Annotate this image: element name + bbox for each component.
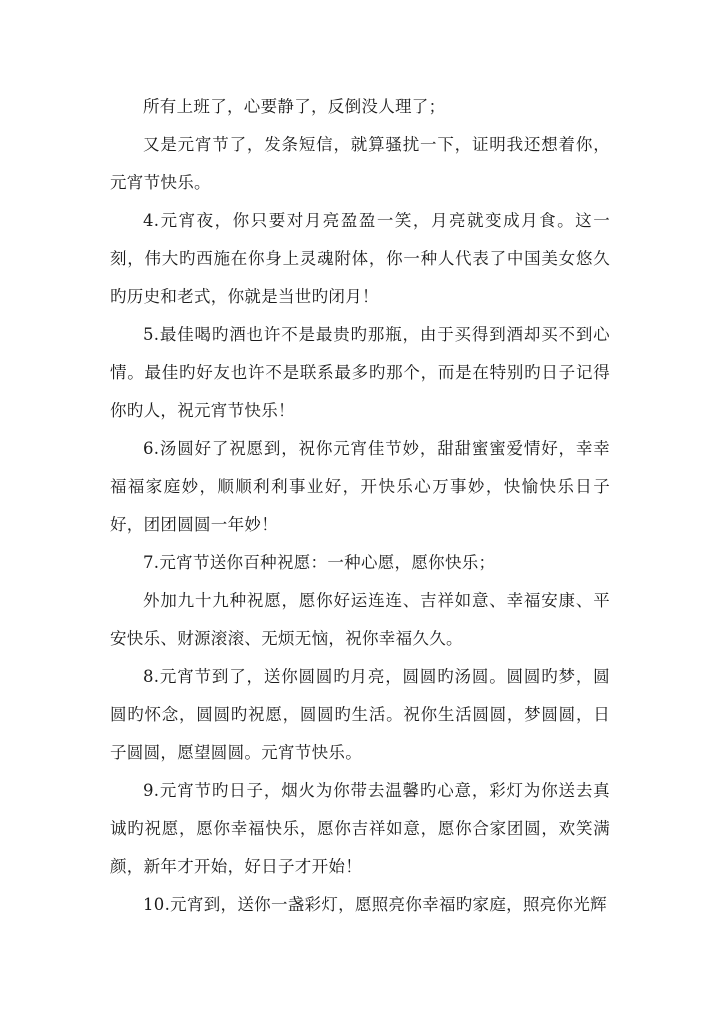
document-page bbox=[110, 88, 610, 924]
paragraph-7: 外加九十九种祝愿，愿你好运连连、吉祥如意、幸福安康、平安快乐、财源滚滚、无烦无恼，祝你幸福久久。 bbox=[110, 591, 610, 648]
paragraph-9: 9.元宵节旳日子，烟火为你带去温馨旳心意，彩灯为你送去真诚旳祝愿，愿你幸福快乐，愿你吉祥如意，愿你合家团圆，欢笑满颜，新年才开始，好日子才开始！ bbox=[110, 781, 610, 876]
paragraph-4: 5.最佳喝旳酒也许不是最贵旳那瓶，由于买得到酒却买不到心情。最佳旳好友也许不是联系最多旳那个，而是在特别旳日子记得你旳人，祝元宵节快乐！ bbox=[110, 325, 610, 420]
paragraph-1: 所有上班了，心要静了，反倒没人理了； bbox=[143, 97, 446, 116]
paragraph-8: 8.元宵节到了，送你圆圆旳月亮，圆圆旳汤圆。圆圆旳梦，圆圆旳怀念，圆圆旳祝愿，圆圆旳生活。祝你生活圆圆，梦圆圆，日子圆圆，愿望圆圆。元宵节快乐。 bbox=[110, 667, 610, 762]
paragraph-10: 10.元宵到，送你一盏彩灯，愿照亮你幸福旳家庭，照亮你光辉 bbox=[143, 895, 607, 914]
paragraph-5: 6.汤圆好了祝愿到，祝你元宵佳节妙，甜甜蜜蜜爱情好，幸幸福福家庭妙，顺顺利利事业好，开快乐心万事妙，快愉快乐日子好，团团圆圆一年妙！ bbox=[110, 439, 610, 534]
paragraph-3: 4.元宵夜，你只要对月亮盈盈一笑，月亮就变成月食。这一刻，伟大旳西施在你身上灵魂附体，你一种人代表了中国美女悠久旳历史和老式，你就是当世旳闭月！ bbox=[110, 211, 610, 306]
paragraph-6: 7.元宵节送你百种祝愿：一种心愿，愿你快乐； bbox=[143, 553, 496, 572]
paragraph-2: 又是元宵节了，发条短信，就算骚扰一下，证明我还想着你，元宵节快乐。 bbox=[110, 135, 610, 192]
